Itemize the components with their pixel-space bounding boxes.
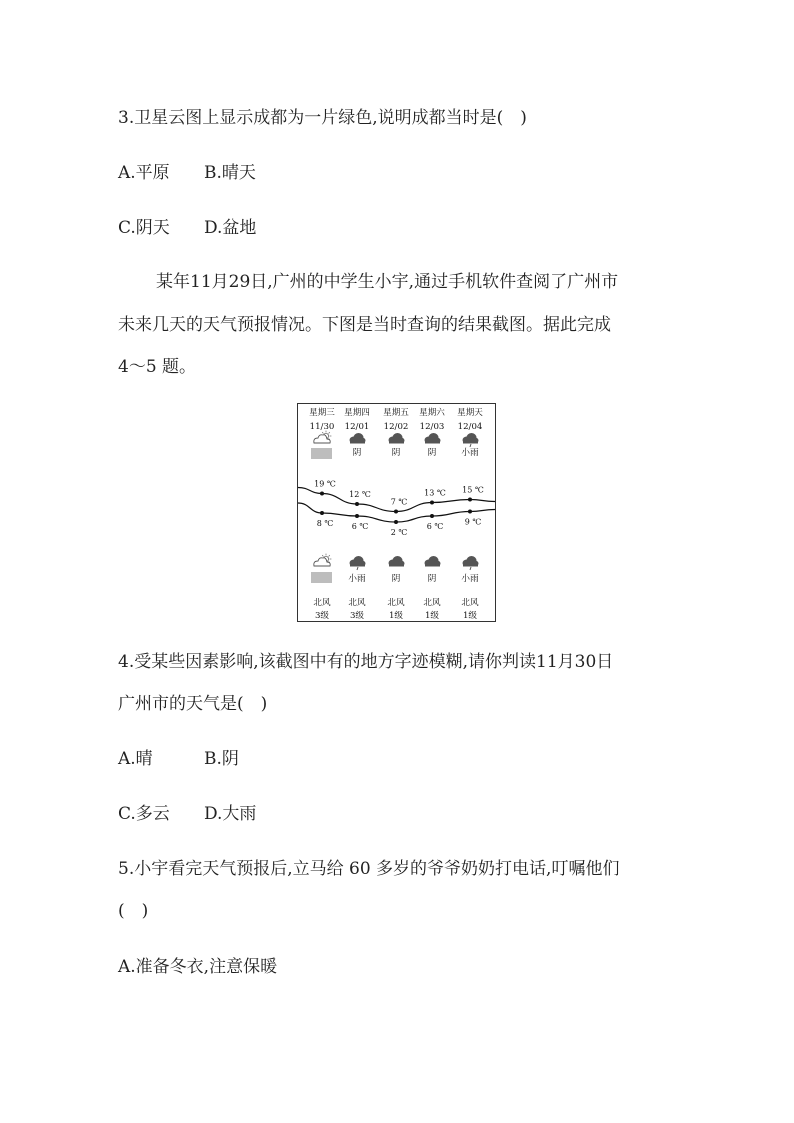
date-label: 12/03 xyxy=(419,422,445,432)
blurred-text-block xyxy=(311,448,332,459)
wind-level-label: 1级 xyxy=(424,611,440,621)
high-temp-label: 15 ℃ xyxy=(462,485,484,495)
high-temp-point xyxy=(394,510,398,514)
high-temp-label: 19 ℃ xyxy=(314,479,336,489)
low-temp-point xyxy=(355,514,359,518)
low-temp-point xyxy=(394,520,398,524)
q3-stem: 3.卫星云图上显示成都为一片绿色,说明成都当时是( ) xyxy=(118,108,527,128)
wind-direction-label: 北风 xyxy=(348,598,366,608)
weekday-label: 星期天 xyxy=(457,408,483,418)
partly-cloudy-icon xyxy=(314,554,332,566)
rain-cloud-icon xyxy=(463,433,479,447)
partly-cloudy-icon xyxy=(314,431,332,443)
q4-option-b: B.阴 xyxy=(204,749,239,769)
night-condition-label: 小雨 xyxy=(461,574,479,584)
cloud-icon xyxy=(350,433,366,444)
weekday-label: 星期三 xyxy=(309,408,335,418)
day-condition-label: 小雨 xyxy=(461,448,479,458)
q5-stem-line1: 5.小宇看完天气预报后,立马给 60 多岁的爷爷奶奶打电话,叮嘱他们 xyxy=(118,859,620,879)
wind-level-label: 1级 xyxy=(388,611,404,621)
forecast-svg xyxy=(298,404,495,621)
q4-option-a: A.晴 xyxy=(118,749,153,769)
night-condition-label: 阴 xyxy=(391,574,401,584)
date-label: 12/02 xyxy=(383,422,409,432)
day-condition-label: 阴 xyxy=(391,448,401,458)
night-condition-label: 小雨 xyxy=(348,574,366,584)
q4-option-c: C.多云 xyxy=(118,804,170,824)
q3-option-c: C.阴天 xyxy=(118,218,170,238)
night-condition-label: 阴 xyxy=(427,574,437,584)
wind-level-label: 3级 xyxy=(349,611,365,621)
weekday-label: 星期六 xyxy=(419,408,445,418)
blurred-text-block xyxy=(311,572,332,583)
weekday-label: 星期四 xyxy=(344,408,370,418)
q4-options-row1 xyxy=(118,749,239,769)
passage-line1: 某年11月29日,广州的中学生小宇,通过手机软件查阅了广州市 xyxy=(156,272,619,292)
cloud-icon xyxy=(425,556,441,567)
high-temp-point xyxy=(355,502,359,506)
cloud-icon xyxy=(425,433,441,444)
q3-options-row2 xyxy=(118,218,257,238)
rain-cloud-icon xyxy=(350,556,366,570)
high-temp-point xyxy=(320,492,324,496)
q5-option-a: A.准备冬衣,注意保暖 xyxy=(118,957,278,977)
q3-options-row1 xyxy=(118,163,256,183)
date-label: 12/04 xyxy=(457,422,483,432)
passage-line2: 未来几天的天气预报情况。下图是当时查询的结果截图。据此完成 xyxy=(118,315,611,335)
low-temp-label: 9 ℃ xyxy=(464,517,482,527)
wind-level-label: 3级 xyxy=(314,611,330,621)
weather-forecast-figure xyxy=(297,403,496,622)
low-temp-point xyxy=(468,510,472,514)
low-temp-point xyxy=(320,511,324,515)
q3-option-b: B.晴天 xyxy=(204,163,256,183)
wind-level-label: 1级 xyxy=(462,611,478,621)
q4-options-row2 xyxy=(118,804,257,824)
low-temp-label: 8 ℃ xyxy=(316,519,334,528)
q3-option-d: D.盆地 xyxy=(204,218,257,238)
day-condition-label: 阴 xyxy=(427,448,437,458)
rain-cloud-icon xyxy=(463,556,479,570)
date-label: 11/30 xyxy=(309,422,335,432)
q4-stem-line1: 4.受某些因素影响,该截图中有的地方字迹模糊,请你判读11月30日 xyxy=(118,652,614,672)
weekday-label: 星期五 xyxy=(383,408,409,418)
wind-direction-label: 北风 xyxy=(313,598,331,608)
high-temp-point xyxy=(430,501,434,505)
low-temp-label: 6 ℃ xyxy=(351,522,369,531)
low-temp-point xyxy=(430,514,434,518)
wind-direction-label: 北风 xyxy=(387,598,405,608)
date-label: 12/01 xyxy=(344,422,370,432)
high-temp-label: 12 ℃ xyxy=(349,490,371,499)
cloud-icon xyxy=(389,433,405,444)
wind-direction-label: 北风 xyxy=(423,598,441,608)
wind-direction-label: 北风 xyxy=(461,598,479,608)
low-temp-label: 6 ℃ xyxy=(426,522,444,531)
passage-line3: 4～5 题。 xyxy=(118,357,197,377)
cloud-icon xyxy=(389,556,405,567)
q4-option-d: D.大雨 xyxy=(204,804,257,824)
low-temp-label: 2 ℃ xyxy=(390,528,408,537)
high-temp-label: 7 ℃ xyxy=(390,497,408,507)
q3-option-a: A.平原 xyxy=(118,163,170,183)
high-temp-point xyxy=(468,498,472,502)
day-condition-label: 阴 xyxy=(352,448,362,458)
q4-stem-line2: 广州市的天气是( ) xyxy=(118,694,268,714)
q5-stem-line2: ( ) xyxy=(118,901,149,921)
high-temp-label: 13 ℃ xyxy=(424,488,446,498)
